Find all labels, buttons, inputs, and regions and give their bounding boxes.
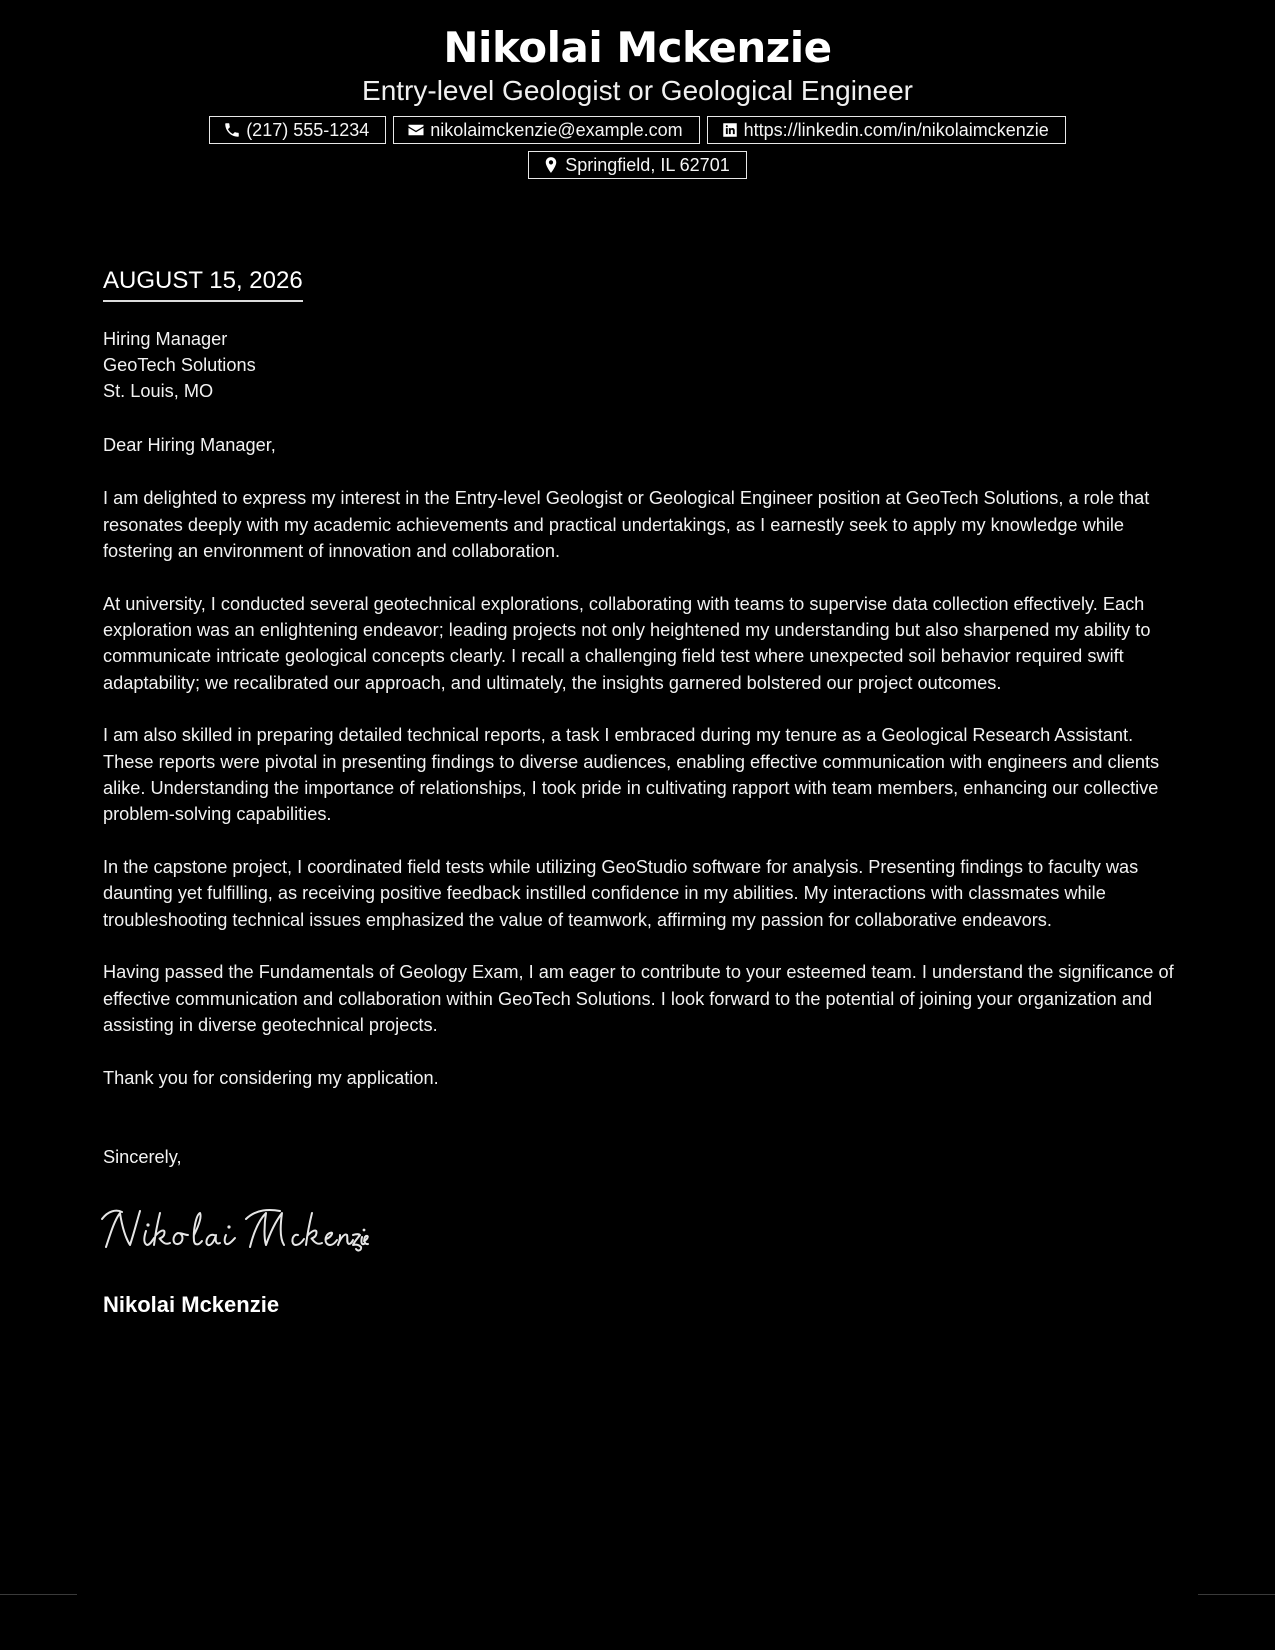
location-text: Springfield, IL 62701: [565, 154, 730, 175]
recipient-line: St. Louis, MO: [103, 381, 214, 401]
paragraph: In the capstone project, I coordinated field tests while utilizing GeoStudio software for analysis. Presenting findings to faculty was daunting yet fulfilling, as receiving positive feedback instilled confidence in my abilities. My interactions with classmates while troubleshooting technical issues emphasized the value of teamwork, affirming my passion for collaborative endeavors.: [103, 857, 1139, 930]
footer-divider-right: [1198, 1594, 1275, 1595]
contact-row-1: [0, 116, 1275, 144]
phone-chip[interactable]: [209, 116, 386, 144]
phone-icon: [223, 121, 241, 139]
paragraph: I am also skilled in preparing detailed technical reports, a task I embraced during my tenure as a Geological Research Assistant. These reports were pivotal in presenting findings to diverse audiences, enabling effective communication with engineers and clients alike. Understanding the importance of relationships, I took pride in cultivating rapport with team members, enhancing our collective problem-solving capabilities.: [103, 725, 1160, 825]
recipient-line: GeoTech Solutions: [103, 355, 256, 375]
linkedin-text: https://linkedin.com/in/nikolaimckenzie: [743, 119, 1049, 140]
signed-name: Nikolai Mckenzie: [103, 1292, 280, 1317]
recipient-line: Hiring Manager: [103, 329, 228, 349]
letter-header: [0, 22, 1275, 179]
email-text: nikolaimckenzie@example.com: [430, 119, 683, 140]
footer-divider-left: [0, 1594, 77, 1595]
paragraph: At university, I conducted several geotechnical explorations, collaborating with teams to supervise data collection effectively. Each exploration was an enlightening endeavor; leading projects not only heightened my understanding but also sharpened my ability to communicate intricate geological concepts clearly. I recall a challenging field test where unexpected soil behavior required swift adaptability; we recalibrated our approach, and ultimately, the insights garnered bolstered our project outcomes.: [103, 593, 1151, 693]
handwritten-signature: [100, 1205, 370, 1253]
map-pin-icon: [542, 156, 560, 174]
linkedin-icon: [721, 121, 739, 139]
applicant-role: Entry-level Geologist or Geological Engineer: [362, 75, 913, 106]
contact-row-2: [0, 151, 1275, 179]
paragraph: Having passed the Fundamentals of Geology Exam, I am eager to contribute to your esteemed team. I understand the significance of effective communication and collaboration within GeoTech Solutions. I look forward to the potential of joining your organization and assisting in diverse geotechnical projects.: [103, 962, 1174, 1036]
closing: Sincerely,: [103, 1147, 182, 1167]
email-chip[interactable]: [393, 116, 699, 144]
phone-text: (217) 555-1234: [246, 119, 370, 140]
letter-body: [103, 326, 1175, 1118]
paragraph: I am delighted to express my interest in the Entry-level Geologist or Geological Engineer position at GeoTech Solutions, a role that resonates deeply with my academic achievements and practical undertakings, as I earnestly seek to apply my knowledge while fostering an environment of innovation and collaboration.: [103, 488, 1150, 561]
location-chip: [528, 151, 746, 179]
letter-date: AUGUST 15, 2026: [103, 266, 303, 302]
envelope-icon: [407, 121, 425, 139]
paragraph: Thank you for considering my application.: [103, 1067, 439, 1088]
greeting: Dear Hiring Manager,: [103, 435, 276, 455]
applicant-name: Nikolai Mckenzie: [443, 23, 832, 72]
linkedin-chip[interactable]: [707, 116, 1066, 144]
recipient-block: [103, 326, 1175, 404]
